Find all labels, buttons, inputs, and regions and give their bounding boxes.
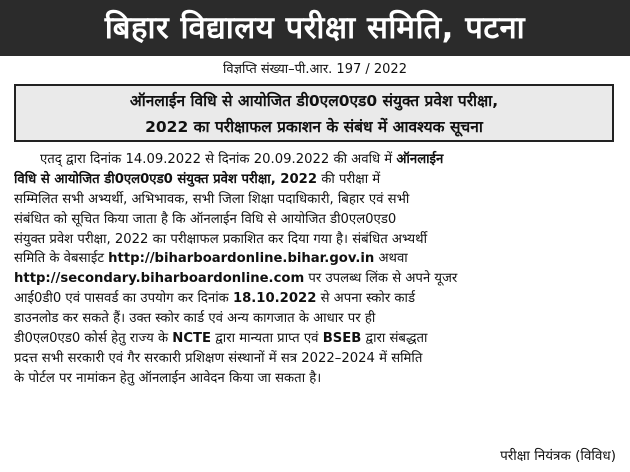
body-text: डी0एल0एड0 कोर्स हेतु राज्य के [14,331,173,347]
body-text: की परीक्षा में [317,171,381,187]
body-line-10 [14,329,616,349]
body-text: द्वारा मान्यता प्राप्त एवं [211,331,323,347]
signature: परीक्षा नियंत्रक (विविध) [500,448,616,464]
body-line-2 [14,170,616,190]
body-text: से अपना स्कोर कार्ड [316,291,416,307]
website-link-secondary[interactable]: http://secondary.biharboardonline.com [14,271,305,287]
bseb-label: BSEB [322,331,362,347]
body-emphasis: विधि से आयोजित डी0एल0एड0 संयुक्त प्रवेश परीक्षा, 2022 [14,171,318,187]
body-text: पर उपलब्ध लिंक से अपने यूजर [304,271,458,287]
website-link-bihar-gov[interactable]: http://biharboardonline.bihar.gov.in [108,251,375,267]
ncte-label: NCTE [172,331,212,347]
body-line-4: संबंधित को सूचित किया जाता है कि ऑनलाईन विधि से आयोजित डी0एल0एड0 [14,211,397,227]
body-line-5: संयुक्त प्रवेश परीक्षा, 2022 का परीक्षाफल प्रकाशित कर दिया गया है। संबंधित अभ्यर्थी [14,231,427,247]
subject-line-2: 2022 का परीक्षाफल प्रकाशन के संबंध में आवश्यक सूचना [145,118,483,136]
notice-number: विज्ञप्ति संख्या–पी.आर. 197 / 2022 [223,62,407,77]
body-text: समिति के वेबसाईट [14,251,109,267]
subject-line-1: ऑनलाईन विधि से आयोजित डी0एल0एड0 संयुक्त प्रवेश परीक्षा, [129,92,499,110]
body-text: आई0डी0 एवं पासवर्ड का उपयोग कर दिनांक [14,291,233,307]
notice-body [14,150,616,389]
scorecard-date: 18.10.2022 [232,291,317,307]
body-line-1 [14,150,616,170]
body-line-7 [14,269,616,289]
body-line-11: प्रदत्त सभी सरकारी एवं गैर सरकारी प्रशिक्षण संस्थानों में सत्र 2022–2024 में समिति [14,350,423,366]
body-line-3: सम्मिलित सभी अभ्यर्थी, अभिभावक, सभी जिला शिक्षा पदाधिकारी, बिहार एवं सभी [14,191,410,207]
body-line-8 [14,289,616,309]
body-line-12: के पोर्टल पर नामांकन हेतु ऑनलाईन आवेदन किया जा सकता है। [14,370,322,386]
body-line-6 [14,249,616,269]
body-text: एतद् द्वारा दिनांक 14.09.2022 से दिनांक 20.09.2022 की अवधि में [40,152,397,167]
page-title: बिहार विद्यालय परीक्षा समिति, पटना [0,0,630,56]
subject-box [14,84,614,142]
body-text: द्वारा संबद्धता [361,331,428,347]
body-text: अथवा [374,251,408,267]
body-emphasis: ऑनलाईन [396,152,444,167]
body-line-9: डाउनलोड कर सकते हैं। उक्त स्कोर कार्ड एवं अन्य कागजात के आधार पर ही [14,311,376,327]
